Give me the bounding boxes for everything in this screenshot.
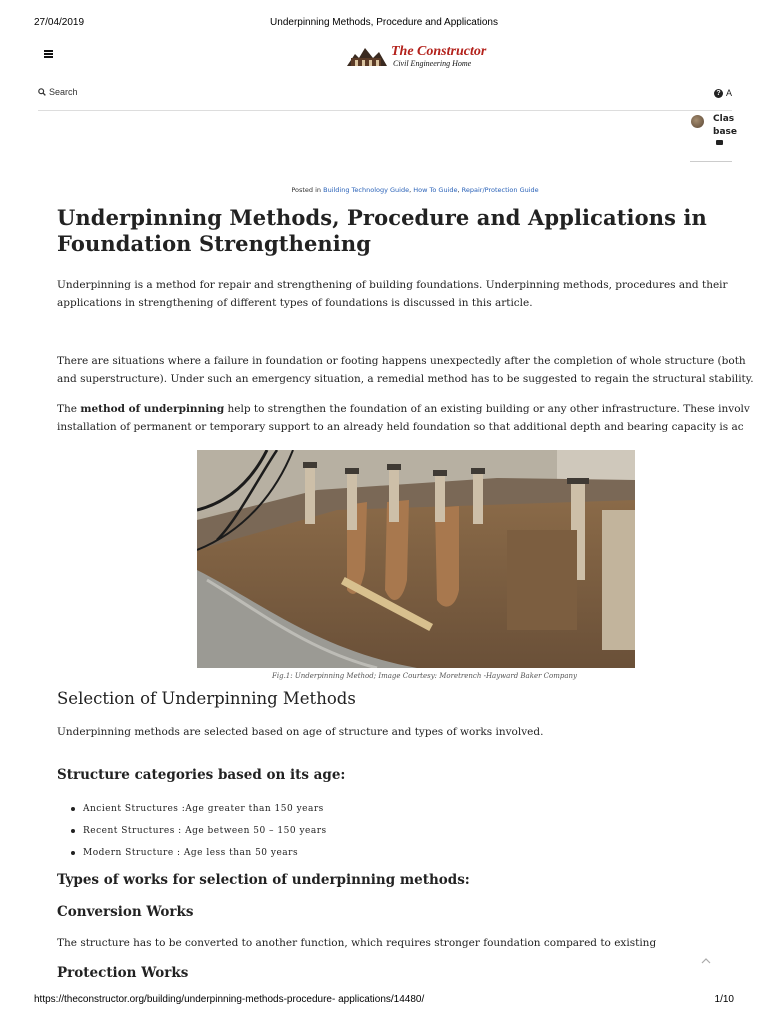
subheading-age: Structure categories based on its age: <box>57 767 346 783</box>
failure-line-1: There are situations where a failure in foundation or footing happens unexpectedly after the completion of whole structure (both <box>57 355 746 367</box>
age-list <box>69 798 327 864</box>
intro-paragraph <box>57 276 728 312</box>
intro-line-2: applications in strengthening of different types of foundations is discussed in this article. <box>57 297 533 309</box>
method-line-2: installation of permanent or temporary support to an already held foundation so that additional depth and bearing capacity is ac <box>57 421 744 433</box>
list-item: Ancient Structures :Age greater than 150 years <box>69 798 327 820</box>
category-link[interactable]: Repair/Protection Guide <box>461 186 539 194</box>
subheading-conversion: Conversion Works <box>57 904 194 920</box>
section-heading-selection: Selection of Underpinning Methods <box>57 689 356 708</box>
related-title <box>713 113 737 139</box>
method-rest: help to strengthen the foundation of an existing building or any other infrastructure. These involv <box>224 403 750 415</box>
help-link[interactable] <box>714 88 732 98</box>
method-paragraph <box>57 400 750 436</box>
print-date: 27/04/2019 <box>34 17 85 28</box>
chevron-up-icon[interactable] <box>700 956 712 966</box>
page-number: 1/10 <box>714 994 734 1005</box>
menu-icon[interactable] <box>44 50 53 58</box>
underpinning-photo <box>197 450 635 668</box>
help-icon: ? <box>714 89 723 98</box>
site-header <box>38 40 732 72</box>
related-line-2: base <box>713 127 737 137</box>
failure-line-2: and superstructure). Under such an emergency situation, a remedial method has to be suggested to regain the structural stability. <box>57 373 754 385</box>
figure-caption: Fig.1: Underpinning Method; Image Courtesy: Moretrench -Hayward Baker Company <box>272 672 577 680</box>
subheading-works: Types of works for selection of underpinning methods: <box>57 872 470 888</box>
print-url: https://theconstructor.org/building/underpinning-methods-procedure- applications/14480/ <box>34 994 425 1005</box>
list-item: Modern Structure : Age less than 50 years <box>69 842 327 864</box>
print-title: Underpinning Methods, Procedure and Applications <box>270 17 498 28</box>
intro-line-1: Underpinning is a method for repair and strengthening of building foundations. Underpinning methods, procedures and their <box>57 279 728 291</box>
logo-name: The Constructor <box>391 44 487 59</box>
failure-paragraph <box>57 352 754 388</box>
category-link[interactable]: How To Guide <box>413 186 458 194</box>
help-label: A <box>725 88 732 98</box>
method-bold-term: method of underpinning <box>80 403 225 415</box>
category-link[interactable]: Building Technology Guide <box>323 186 410 194</box>
subheading-protection: Protection Works <box>57 965 189 981</box>
logo-tagline: Civil Engineering Home <box>393 59 472 68</box>
related-line-1: Clas <box>713 114 735 124</box>
site-logo[interactable] <box>345 42 495 70</box>
related-post[interactable] <box>690 113 737 162</box>
selection-paragraph: Underpinning methods are selected based on age of structure and types of works involved. <box>57 726 544 738</box>
method-lead: The <box>57 403 81 415</box>
search-icon <box>38 88 46 96</box>
related-thumbnail <box>691 115 704 128</box>
search-button[interactable] <box>38 87 78 97</box>
posted-in: Posted in Building Technology Guide, How To Guide, Repair/Protection Guide <box>291 186 539 194</box>
search-bar <box>38 82 732 111</box>
comment-icon[interactable] <box>716 140 723 145</box>
conversion-paragraph: The structure has to be converted to another function, which requires stronger foundation compared to existing <box>57 937 657 949</box>
search-label: Search <box>49 87 78 97</box>
logo-emblem <box>345 44 389 68</box>
list-item: Recent Structures : Age between 50 – 150 years <box>69 820 327 842</box>
article-title: Underpinning Methods, Procedure and Applications in Foundation Strengthening <box>57 205 707 256</box>
article-content <box>57 205 768 995</box>
posted-prefix: Posted in <box>291 186 322 194</box>
